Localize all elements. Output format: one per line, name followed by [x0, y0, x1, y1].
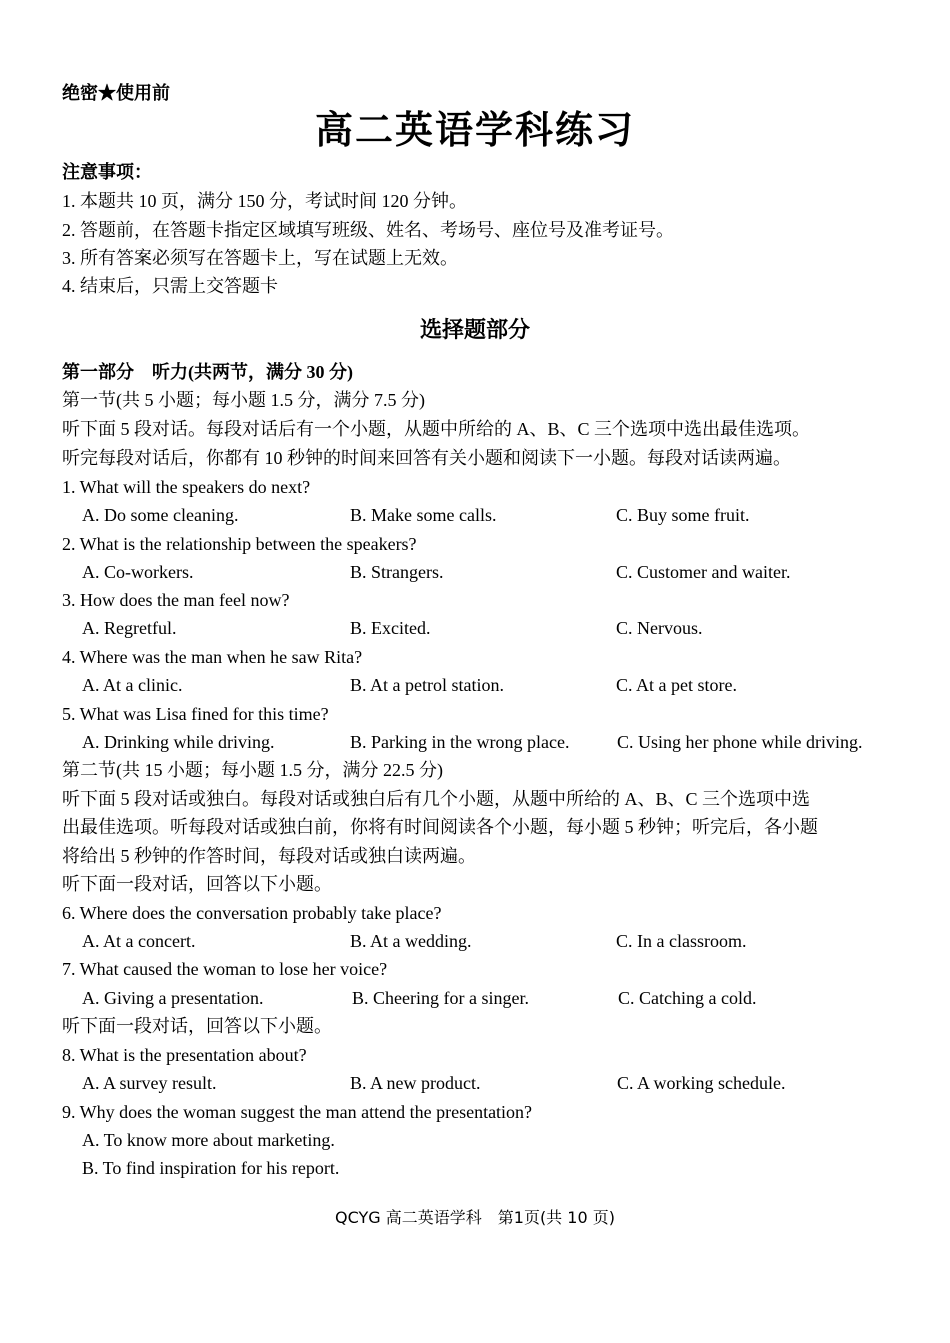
option-c: C. Customer and waiter.	[616, 562, 791, 582]
option-b: B. At a petrol station.	[350, 675, 504, 695]
question-stem: 7. What caused the woman to lose her voice?	[62, 959, 388, 979]
option-a: A. Co-workers.	[82, 562, 194, 582]
subsection-heading: 第二节(共 15 小题；每小题 1.5 分，满分 22.5 分)	[62, 760, 443, 780]
question-stem: 9. Why does the woman suggest the man attend the presentation?	[62, 1102, 533, 1122]
instructions: 听下面 5 段对话或独白。每段对话或独白后有几个小题，从题中所给的 A、B、C 三个选项中选	[62, 789, 811, 809]
option-c: C. At a pet store.	[616, 675, 737, 695]
option-b: B. Cheering for a singer.	[352, 988, 529, 1008]
question-stem: 5. What was Lisa fined for this time?	[62, 704, 329, 724]
question-stem: 6. Where does the conversation probably take place?	[62, 903, 442, 923]
option-b: B. To find inspiration for his report.	[82, 1158, 340, 1178]
option-a: A. At a concert.	[82, 931, 196, 951]
part-heading: 第一部分 听力(共两节，满分 30 分)	[62, 362, 353, 382]
question-stem: 2. What is the relationship between the speakers?	[62, 534, 417, 554]
option-a: A. To know more about marketing.	[82, 1130, 335, 1150]
page-footer: QCYG 高二英语学科 第1页(共 10 页)	[335, 1208, 615, 1227]
option-c: C. Using her phone while driving.	[617, 732, 863, 752]
question-stem: 8. What is the presentation about?	[62, 1045, 307, 1065]
option-c: C. Catching a cold.	[618, 988, 757, 1008]
option-b: B. Strangers.	[350, 562, 444, 582]
option-b: B. Parking in the wrong place.	[350, 732, 570, 752]
dialog-intro: 听下面一段对话，回答以下小题。	[62, 1016, 332, 1036]
subsection-heading: 第一节(共 5 小题；每小题 1.5 分，满分 7.5 分)	[62, 390, 425, 410]
option-b: B. At a wedding.	[350, 931, 472, 951]
instructions: 听完每段对话后，你都有 10 秒钟的时间来回答有关小题和阅读下一小题。每段对话读两遍。	[62, 448, 791, 468]
confidential-label: 绝密★使用前	[62, 83, 170, 103]
question-stem: 3. How does the man feel now?	[62, 590, 290, 610]
notes-heading: 注意事项：	[62, 162, 152, 182]
instructions: 听下面 5 段对话。每段对话后有一个小题，从题中所给的 A、B、C 三个选项中选出最佳选项。	[62, 419, 811, 439]
option-c: C. Nervous.	[616, 618, 703, 638]
option-c: C. Buy some fruit.	[616, 505, 750, 525]
option-a: A. Giving a presentation.	[82, 988, 264, 1008]
option-b: B. A new product.	[350, 1073, 481, 1093]
option-b: B. Excited.	[350, 618, 431, 638]
question-stem: 4. Where was the man when he saw Rita?	[62, 647, 363, 667]
note-item: 4. 结束后，只需上交答题卡	[62, 276, 278, 296]
option-a: A. A survey result.	[82, 1073, 217, 1093]
option-a: A. Drinking while driving.	[82, 732, 275, 752]
note-item: 1. 本题共 10 页，满分 150 分，考试时间 120 分钟。	[62, 191, 467, 211]
instructions: 出最佳选项。听每段对话或独白前，你将有时间阅读各个小题，每小题 5 秒钟；听完后，各小题	[62, 817, 818, 837]
option-a: A. At a clinic.	[82, 675, 183, 695]
note-item: 2. 答题前，在答题卡指定区域填写班级、姓名、考场号、座位号及准考证号。	[62, 220, 674, 240]
option-c: C. In a classroom.	[616, 931, 747, 951]
option-a: A. Regretful.	[82, 618, 177, 638]
option-c: C. A working schedule.	[617, 1073, 786, 1093]
instructions: 将给出 5 秒钟的作答时间，每段对话或独白读两遍。	[62, 846, 476, 866]
dialog-intro: 听下面一段对话，回答以下小题。	[62, 874, 332, 894]
note-item: 3. 所有答案必须写在答题卡上，写在试题上无效。	[62, 248, 458, 268]
question-stem: 1. What will the speakers do next?	[62, 477, 311, 497]
page-title: 高二英语学科练习	[314, 110, 635, 152]
option-a: A. Do some cleaning.	[82, 505, 239, 525]
section-title: 选择题部分	[419, 317, 530, 342]
option-b: B. Make some calls.	[350, 505, 497, 525]
